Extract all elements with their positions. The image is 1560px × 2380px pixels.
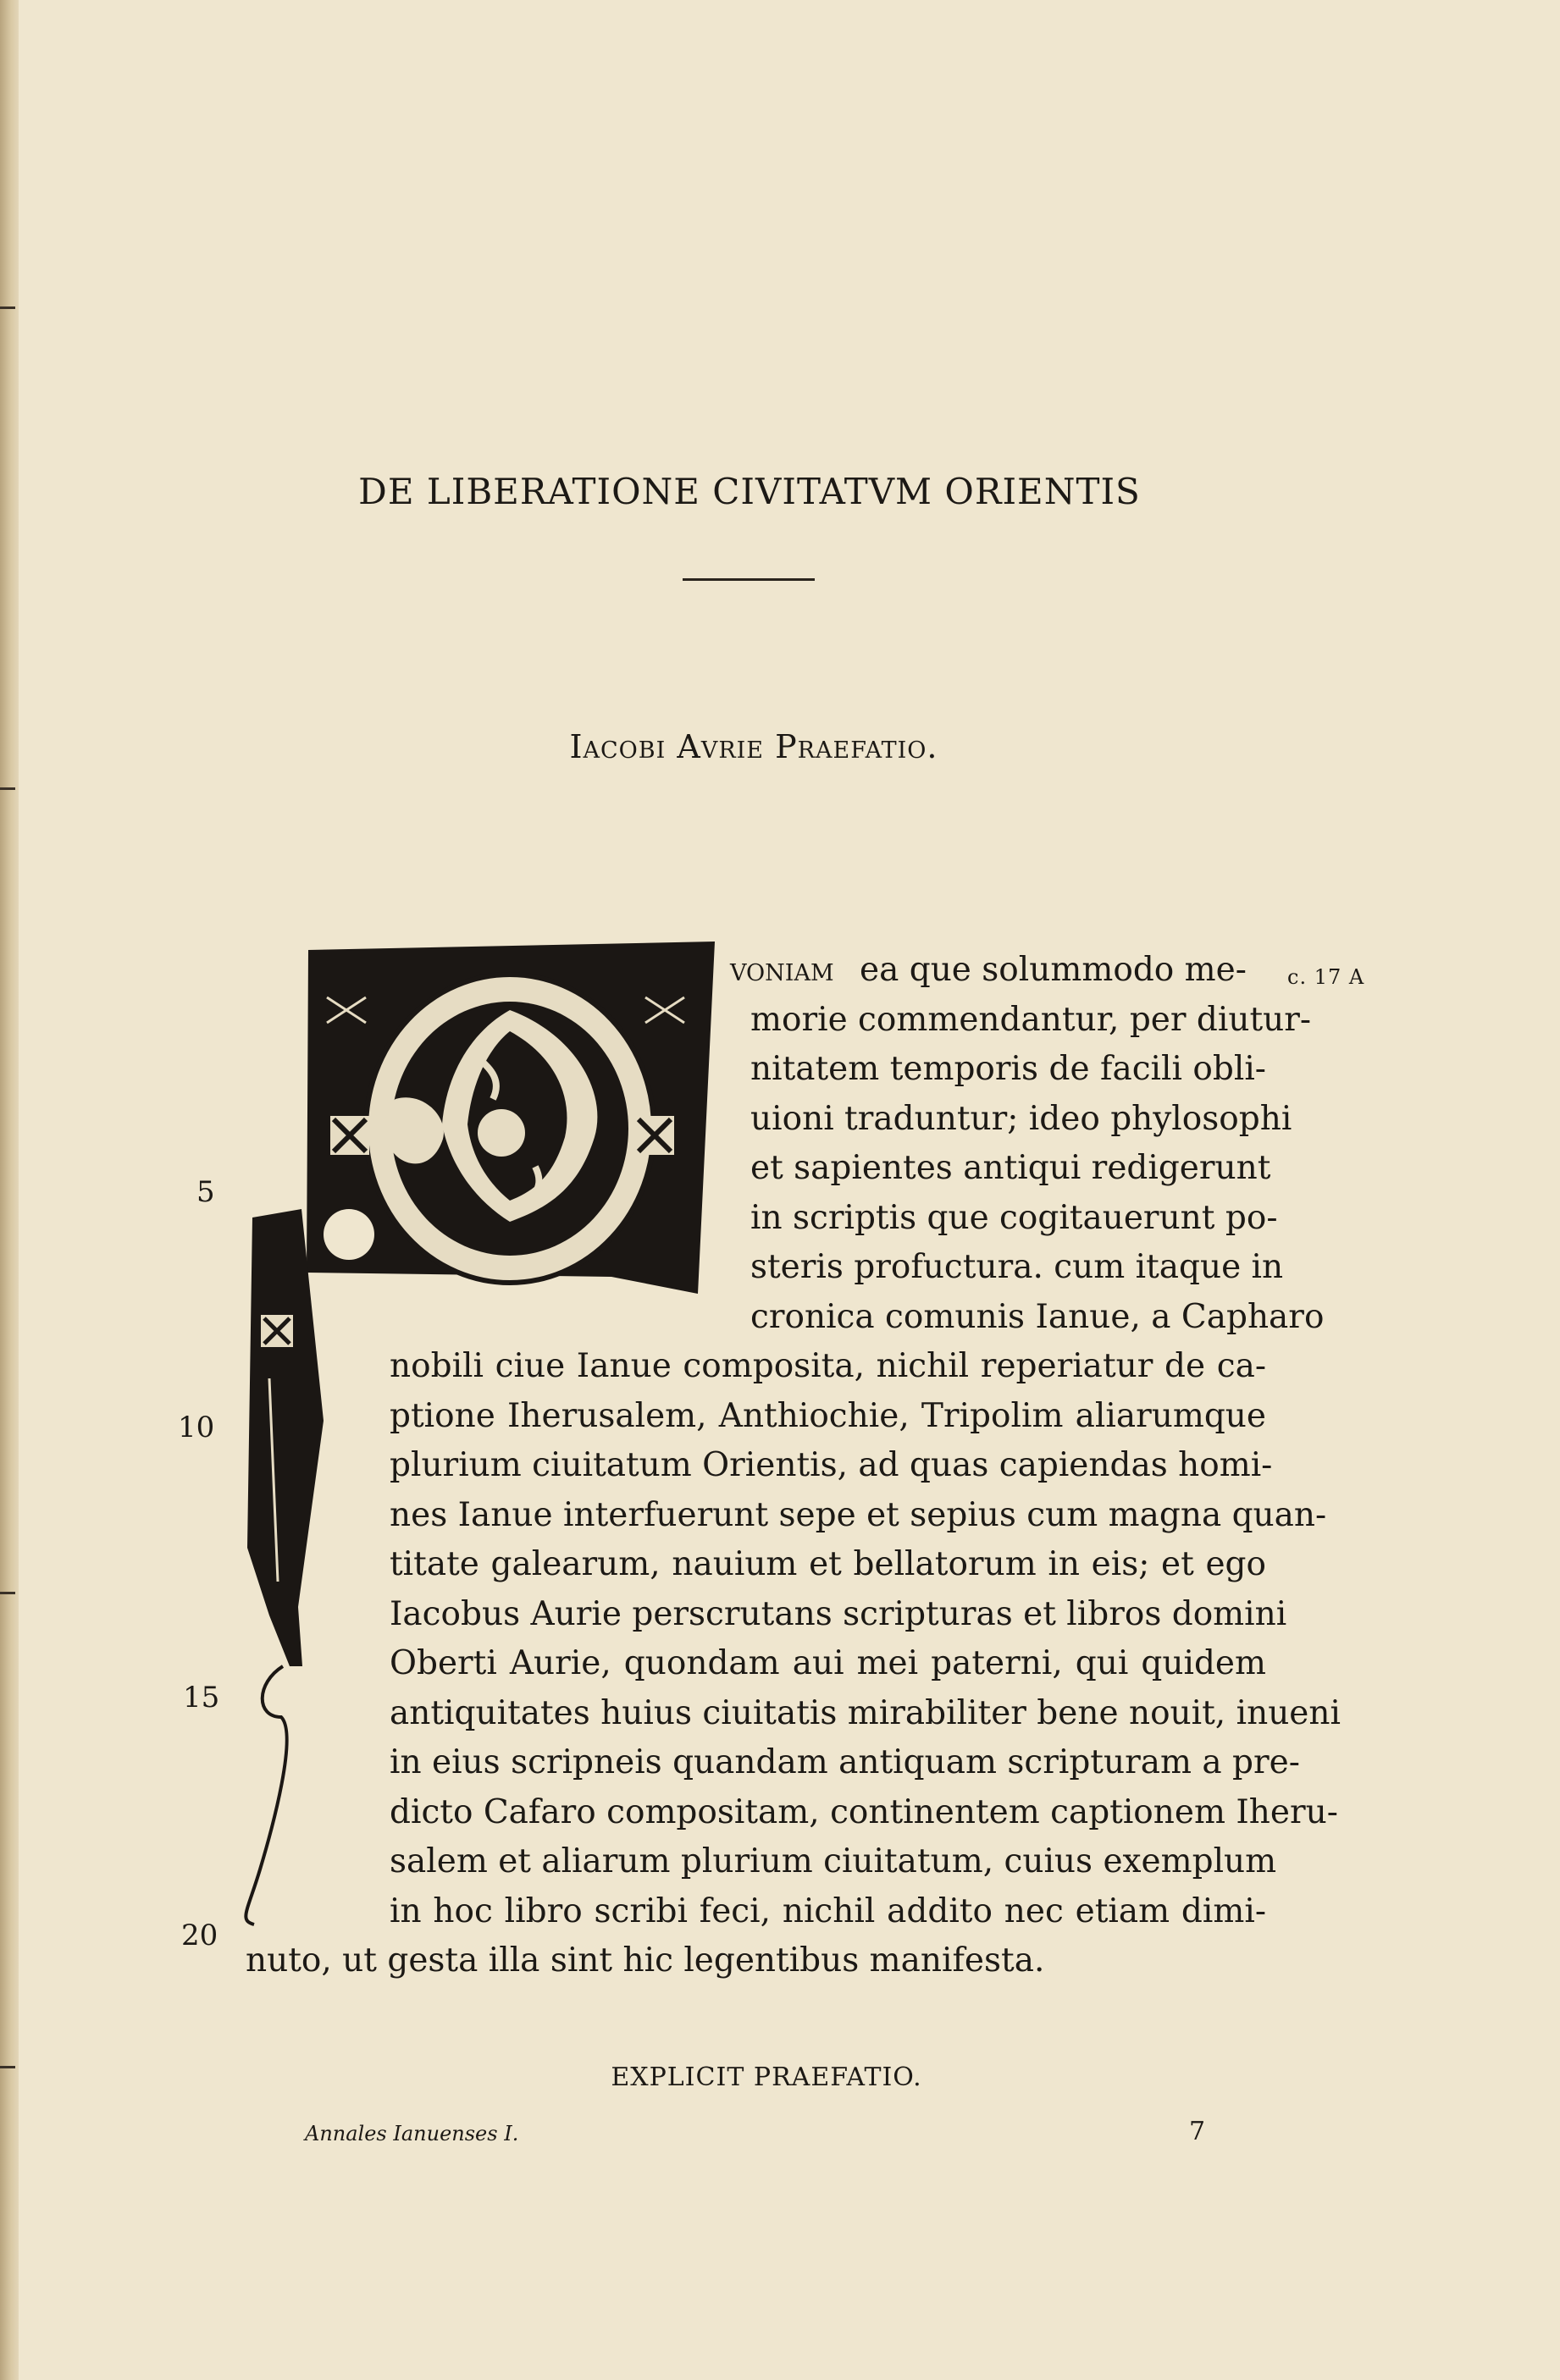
text-line: titate galearum, nauium et bellatorum in eis; et ego xyxy=(390,1545,1266,1583)
margin-note: c. 17 A xyxy=(1287,965,1365,989)
page-title: DE LIBERATIONE CIVITATVM ORIENTIS xyxy=(358,471,1141,512)
book-binding-edge xyxy=(0,0,19,2380)
text-line: ea que solummodo me- xyxy=(860,951,1247,989)
title-rule xyxy=(683,578,815,581)
text-line: et sapientes antiqui redigerunt xyxy=(750,1149,1271,1187)
line-number: 15 xyxy=(183,1681,220,1715)
text-line: nobili ciue Ianue composita, nichil reperiatur de ca- xyxy=(390,1347,1266,1385)
text-line: nitatem temporis de facili obli- xyxy=(750,1050,1266,1088)
text-line: plurium ciuitatum Orientis, ad quas capiendas homi- xyxy=(390,1446,1273,1484)
explicit-heading: EXPLICIT PRAEFATIO. xyxy=(611,2062,922,2092)
text-line: dicto Cafaro compositam, continentem captionem Iheru- xyxy=(390,1793,1338,1831)
section-subtitle: Iacobi Avrie Praefatio. xyxy=(569,728,938,765)
text-line: morie commendantur, per diutur- xyxy=(750,1001,1312,1039)
text-line: cronica comunis Ianue, a Capharo xyxy=(750,1298,1325,1336)
line-number: 5 xyxy=(196,1175,215,1209)
text-line: antiquitates huius ciuitatis mirabiliter bene nouit, inueni xyxy=(390,1694,1341,1732)
text-line: Iacobus Aurie perscrutans scripturas et libros domini xyxy=(390,1595,1287,1633)
text-line: nuto, ut gesta illa sint hic legentibus manifesta. xyxy=(246,1941,1045,1980)
text-line: in eius scripneis quandam antiquam scripturam a pre- xyxy=(390,1743,1300,1781)
first-word-small-caps: voniam xyxy=(730,951,834,989)
running-foot: Annales Ianuenses I. xyxy=(305,2122,519,2145)
text-line: salem et aliarum plurium ciuitatum, cuius exemplum xyxy=(390,1842,1277,1880)
text-line: ptione Iherusalem, Anthiochie, Tripolim aliarumque xyxy=(390,1397,1266,1435)
binding-stitch xyxy=(0,306,15,309)
binding-stitch xyxy=(0,787,15,790)
binding-stitch xyxy=(0,1592,15,1594)
decorated-initial-q-icon xyxy=(222,938,713,1937)
line-number: 10 xyxy=(178,1411,215,1444)
binding-stitch xyxy=(0,2066,15,2068)
page-number: 7 xyxy=(1189,2117,1206,2146)
text-line: uioni traduntur; ideo phylosophi xyxy=(750,1100,1292,1138)
text-line: nes Ianue interfuerunt sepe et sepius cum magna quan- xyxy=(390,1496,1327,1534)
text-line: in hoc libro scribi feci, nichil addito nec etiam dimi- xyxy=(390,1892,1266,1930)
line-number: 20 xyxy=(181,1919,219,1952)
text-line: Oberti Aurie, quondam aui mei paterni, qui quidem xyxy=(390,1644,1266,1682)
text-line: in scriptis que cogitauerunt po- xyxy=(750,1199,1278,1237)
text-line: steris profuctura. cum itaque in xyxy=(750,1248,1284,1286)
